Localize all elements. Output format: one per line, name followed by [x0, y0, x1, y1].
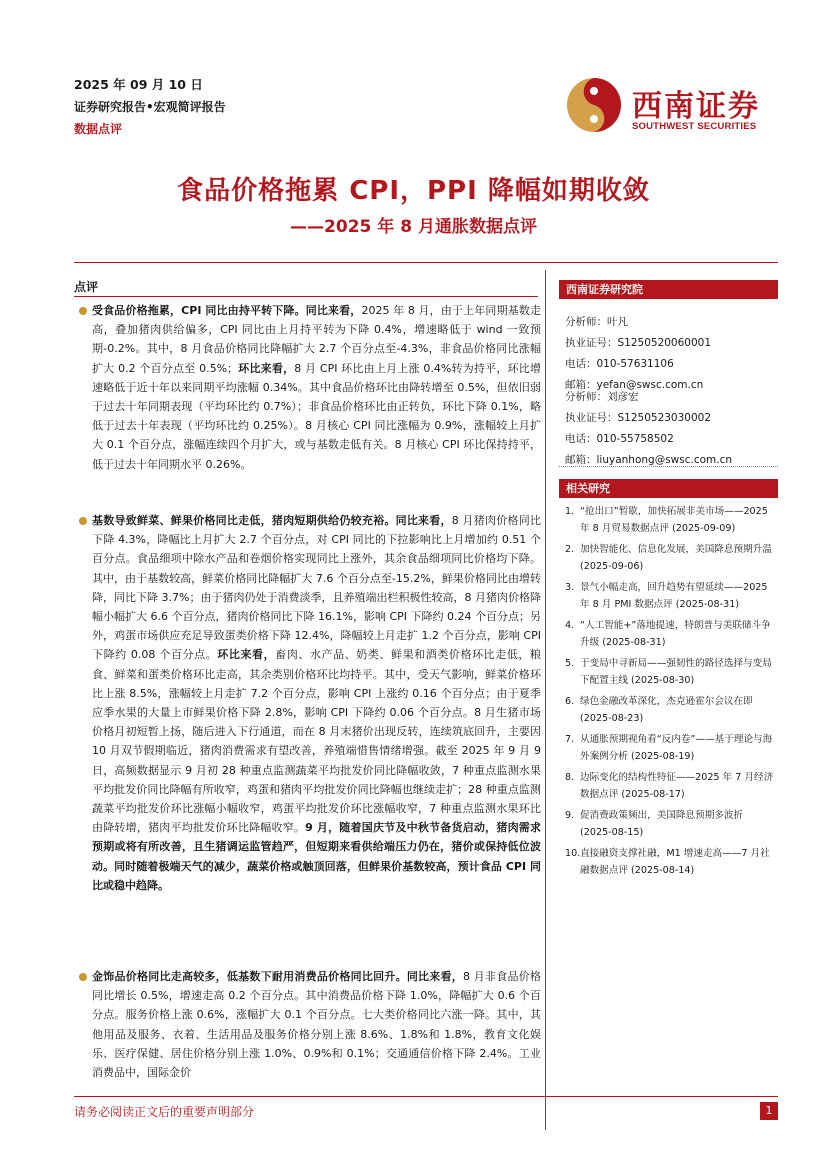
related-item-title: 景气小幅走高，回升趋势有望延续——2025 年 8 月 PMI 数据点评 (2025-08-31) [580, 582, 768, 610]
related-item-number: 3. [565, 582, 575, 593]
analyst-2 [565, 387, 732, 471]
report-category: 数据点评 [74, 122, 123, 136]
analyst-email[interactable]: 邮箱：yefan@swsc.com.cn [565, 379, 704, 391]
report-type: 证券研究报告•宏观简评报告 [74, 100, 226, 114]
related-research-item[interactable] [565, 732, 777, 765]
analyst-license: 执业证号：S1250523030002 [565, 412, 712, 424]
related-item-number: 1. [565, 506, 575, 517]
related-item-title: “抢出口”暂歇，加快拓展非美市场——2025 年 8 月贸易数据点评 (2025-09-09) [580, 506, 768, 534]
section-label: 点评 [74, 280, 99, 294]
related-research-item[interactable] [565, 770, 777, 803]
bullet-icon [79, 517, 87, 525]
related-research-item[interactable] [565, 580, 777, 613]
related-item-number: 7. [565, 734, 575, 745]
footer-divider [74, 1096, 778, 1097]
related-research-item[interactable] [565, 618, 777, 651]
text-run: 8 月 CPI 环比由上月上涨 0.4%转为持平，环比增速略低于近十年以来同期平均涨幅 0.34%。其中食品价格环比由降转增至 0.5%，但依旧弱于过去十年同期表现（平均环比约 0.7%）；非食品价格环比由正转负，环比下降 0.1%，略低于过去十年表现（平均环比约 0.25%）。8 月核心 CPI 同比涨幅为 0.9%，涨幅较上月扩大 0.1 个百分点，涨幅连续四个月扩大，或与基数走低有关。8 月核心 CPI 环比保持持平，低于过去十年同期水平 0.26%。 [92, 361, 541, 471]
related-item-number: 10. [565, 848, 581, 859]
body-paragraph-3 [92, 967, 541, 1082]
related-item-number: 5. [565, 658, 575, 669]
related-item-title: 边际变化的结构性特征——2025 年 7 月经济数据点评 (2025-08-17) [580, 772, 774, 800]
sidebar-separator [559, 466, 778, 467]
related-item-number: 6. [565, 696, 575, 707]
analyst-phone: 电话：010-57631106 [565, 358, 674, 370]
bold-text-run: 受食品价格拖累，CPI 同比由持平转下降。同比来看， [92, 304, 362, 317]
related-research-item[interactable] [565, 846, 777, 879]
footer-disclaimer: 请务必阅读正文后的重要声明部分 [74, 1105, 255, 1119]
related-research-item[interactable] [565, 504, 777, 537]
related-item-number: 9. [565, 810, 575, 821]
related-item-title: 直接融资支撑社融，M1 增速走高——7 月社融数据点评 (2025-08-14) [580, 848, 770, 876]
title-divider [74, 262, 778, 263]
bullet-icon [79, 973, 87, 981]
text-run: 畜肉、水产品、奶类、鲜果和酒类价格环比走低，粮食、鲜菜和蛋类价格环比走高，其余类别价格环比均持平。其中，受天气影响，鲜菜价格环比上涨 8.5%，涨幅较上月走扩 7.2 个百分点，影响 CPI 上涨约 0.16 个百分点；由于夏季应季水果的大量上市鲜果价格下降 2.8%，影响 CPI 下降约 0.06 个百分点。8 月生猪市场价格月初短暂上扬，随后进入下行通道，而在 8 月末猪价出现反转，连续筑底回升，主要因 10 月双节假期临近，猪肉消费需求有望改善，养殖端惜售情绪增强。截至 2025 年 9 月 9 日，高频数据显示 9 月初 28 种重点监测蔬菜平均批发价同比降幅收敛，7 种重点监测水果平均批发价同比降幅有所收窄，鸡蛋和猪肉平均批发价同比降幅也继续走扩；28 种重点监测蔬菜平均批发价环比涨幅小幅收窄，鸡蛋平均批发价环比涨幅收窄，7 种重点监测水果环比由降转增，猪肉平均批发价环比降幅收窄。 [92, 648, 541, 835]
bold-text-run: 基数导致鲜菜、鲜果价格同比走低，猪肉短期供给仍较充裕。同比来看， [92, 514, 452, 527]
analyst-name: 分析师：叶凡 [565, 316, 628, 328]
page-number: 1 [760, 1102, 778, 1120]
report-date: 2025 年 09 月 10 日 [74, 77, 203, 92]
text-run: 8 月非食品价格同比增长 0.5%，增速走高 0.2 个百分点。其中消费品价格下降 1.0%，降幅扩大 0.6 个百分点。服务价格上涨 0.6%，涨幅扩大 0.1 个百分点。七大类价格同比六涨一降。其中，其他用品及服务、衣着、生活用品及服务价格分别上涨 8.6%、1.8%和 1.8%，教育文化娱乐、医疗保健、居住价格分别上涨 1.0%、0.9%和 0.1%；交通通信价格下降 2.4%。工业消费品中，国际金价 [92, 970, 542, 1080]
related-item-title: 于变局中寻新局——强韧性的路径选择与变局下配置主线 (2025-08-30) [580, 658, 772, 686]
bold-text-run: 9 月，随着国庆节及中秋节备货启动，猪肉需求预期或将有所改善，且生猪调运监管趋严，但短期来看供给端压力仍在，猪价或保持低位波动。同时随着极端天气的减少，蔬菜价格或触顶回落，但鲜果价基数较高，预计食品 CPI 同比或稳中趋降。 [92, 821, 542, 892]
institute-label: 西南证券研究院 [559, 280, 778, 299]
column-divider [545, 270, 546, 1130]
bullet-icon [79, 307, 87, 315]
bold-text-run: 金饰品价格同比走高较多，低基数下耐用消费品价格同比回升。同比来看， [92, 970, 464, 983]
related-research-label: 相关研究 [559, 479, 778, 498]
analyst-1 [565, 312, 711, 396]
related-item-title: 绿色金融改革深化，杰克逊霍尔会议在即 (2025-08-23) [580, 696, 753, 724]
related-research-item[interactable] [565, 542, 777, 575]
related-research-item[interactable] [565, 656, 777, 689]
analyst-license: 执业证号：S1250520060001 [565, 337, 712, 349]
logo-name-cn: 西南证券 [632, 89, 760, 124]
related-item-title: 加快智能化、信息化发展，美国降息预期升温 (2025-09-06) [580, 544, 772, 572]
report-header [74, 74, 226, 140]
analyst-name: 分析师：刘彦宏 [565, 391, 639, 403]
body-paragraph-2 [92, 511, 541, 895]
text-run: 2025 年 8 月，由于上年同期基数走高，叠加猪肉供给偏多，CPI 同比由上月持平转为下降 0.4%，增速略低于 wind 一致预期-0.2%。其中，8 月食品价格同比降幅扩大 2.7 个百分点至-4.3%，非食品价格同比涨幅扩大 0.2 个百分点至 0.5%； [92, 304, 541, 375]
text-run: 8 月猪肉价格同比下降 4.3%，降幅比上月扩大 2.7 个百分点，对 CPI 同比的下拉影响比上月增加约 0.51 个百分点。食品细项中除水产品和卷烟价格实现同比上涨外，其余食品细项同比价格均下降。其中，由于基数较高，鲜菜价格同比降幅扩大 7.6 个百分点至-15.2%，鲜果价格同比由增转降，同比下降 3.7%；由于猪肉仍处于消费淡季，且养殖端出栏积极性较高，8 月猪肉价格降幅小幅扩大 6.6 个百分点，猪肉价格同比下降 16.1%，影响 CPI 下降约 0.24 个百分点；另外，鸡蛋市场供应充足导致蛋类价格下降 12.4%，降幅较上月走扩 1.2 个百分点，影响 CPI 下降约 0.08 个百分点。 [92, 514, 541, 662]
analyst-phone: 电话：010-55758502 [565, 433, 674, 445]
body-paragraph-1 [92, 301, 541, 474]
related-item-title: 从通胀预期视角看“反内卷”——基于理论与海外案例分析 (2025-08-19) [580, 734, 773, 762]
related-research-list [565, 504, 777, 884]
related-research-item[interactable] [565, 694, 777, 727]
analyst-email[interactable]: 邮箱：liuyanhong@swsc.com.cn [565, 454, 733, 466]
related-item-title: 促消费政策频出，美国降息预期多波折 (2025-08-15) [580, 810, 744, 838]
related-item-title: “人工智能+”落地提速，特朗普与美联储斗争升级 (2025-08-31) [580, 620, 771, 648]
company-logo [566, 73, 776, 143]
bold-text-run: 环比来看， [217, 648, 276, 662]
report-subtitle: ——2025 年 8 月通胀数据点评 [290, 217, 537, 237]
report-title: 食品价格拖累 CPI，PPI 降幅如期收敛 [177, 176, 650, 206]
section-divider [74, 296, 538, 297]
related-item-number: 8. [565, 772, 575, 783]
logo-emblem-icon [566, 77, 622, 133]
logo-name-en: SOUTHWEST SECURITIES [632, 121, 757, 132]
bold-text-run: 环比来看， [238, 361, 295, 375]
related-item-number: 4. [565, 620, 575, 631]
related-item-number: 2. [565, 544, 575, 555]
related-research-item[interactable] [565, 808, 777, 841]
